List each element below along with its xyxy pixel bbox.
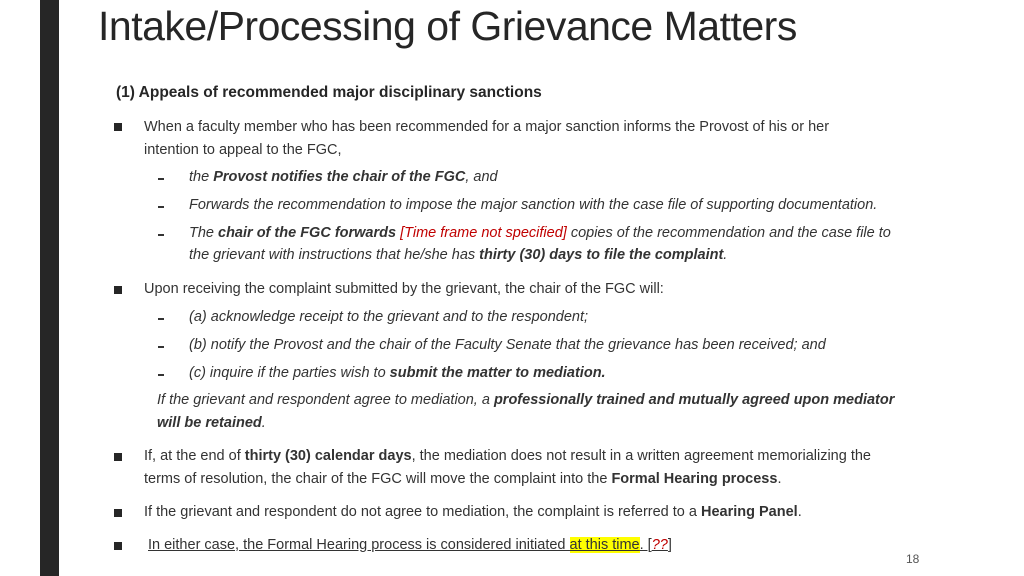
slide-title: Intake/Processing of Grievance Matters <box>98 3 797 49</box>
bullet-marker <box>114 509 122 517</box>
bullet-2-line-1: Upon receiving the complaint submitted by the grievant, the chair of the FGC will: <box>144 281 664 297</box>
mediation-note-line-1: If the grievant and respondent agree to mediation, a professionally trained and mutually agreed upon mediator <box>157 392 895 408</box>
sub-item-inquire: (c) inquire if the parties wish to submit the matter to mediation. <box>189 365 606 381</box>
dash-marker <box>158 206 164 208</box>
dash-marker <box>158 178 164 180</box>
question-note: ?? <box>651 537 668 553</box>
bullet-marker <box>114 286 122 294</box>
page-number: 18 <box>906 552 920 566</box>
bullet-3-line-2: terms of resolution, the chair of the FGC will move the complaint into the Formal Hearing process. <box>144 471 782 487</box>
bullet-1-line-2: intention to appeal to the FGC, <box>144 142 342 158</box>
bullet-4-line-1: If the grievant and respondent do not agree to mediation, the complaint is referred to a Hearing Panel. <box>144 504 802 520</box>
dash-marker <box>158 234 164 236</box>
sub-item-chair-forwards: The chair of the FGC forwards [Time frame not specified] copies of the recommendation and the case file to <box>189 225 891 241</box>
sub-item-provost-notifies: the Provost notifies the chair of the FGC, and <box>189 169 498 185</box>
dash-marker <box>158 374 164 376</box>
bullet-marker <box>114 542 122 550</box>
mediation-note-line-2: will be retained. <box>157 415 266 431</box>
sub-item-forwards-recommendation: Forwards the recommendation to impose the major sanction with the case file of supporting documentation. <box>189 197 878 213</box>
dash-marker <box>158 318 164 320</box>
bullet-3-line-1: If, at the end of thirty (30) calendar days, the mediation does not result in a written agreement memorializing the <box>144 448 871 464</box>
sub-item-notify: (b) notify the Provost and the chair of the Faculty Senate that the grievance has been received; and <box>189 337 826 353</box>
bullet-1-line-1: When a faculty member who has been recommended for a major sanction informs the Provost of his or her <box>144 119 830 135</box>
sub-item-chair-forwards-line-2: the grievant with instructions that he/she has thirty (30) days to file the complaint. <box>189 247 728 263</box>
highlighted-text: at this time <box>569 537 640 553</box>
dash-marker <box>158 346 164 348</box>
time-frame-note: [Time frame not specified] <box>400 225 567 241</box>
section-subheading: (1) Appeals of recommended major disciplinary sanctions <box>116 84 542 101</box>
bullet-marker <box>114 453 122 461</box>
bullet-marker <box>114 123 122 131</box>
bullet-5-line-1: In either case, the Formal Hearing process is considered initiated at this time. [??] <box>148 537 672 553</box>
left-accent-bar <box>40 0 59 576</box>
sub-item-acknowledge: (a) acknowledge receipt to the grievant and to the respondent; <box>189 309 589 325</box>
